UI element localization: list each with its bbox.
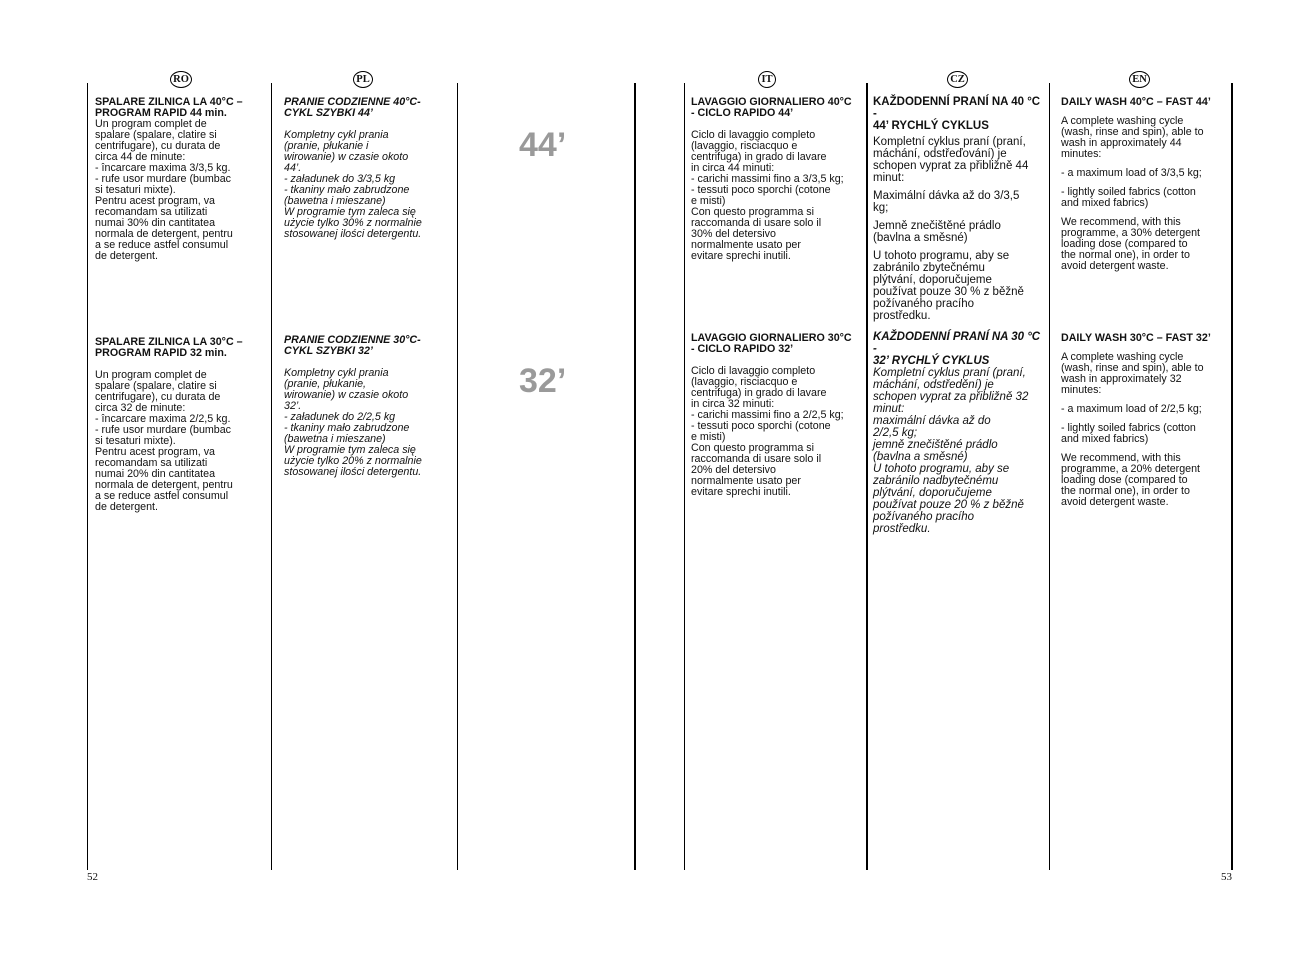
en-para-30-2: - a maximum load of 2/2,5 kg; [1061,403,1202,415]
language-badge-cz: CZ [947,71,968,88]
ro-title-30: SPALARE ZILNICA LA 30°C – PROGRAM RAPID 32 min. [95,336,243,359]
ro-section-40 [95,97,267,262]
time-label-44: 44’ [519,126,567,164]
rule-it-cz [866,83,868,870]
it-body-30: Ciclo di lavaggio completo (lavaggio, risciacquo e centrifuga) in grado di lavare in circa 32 minuti: - carichi massimi fino a 2/2,5 kg; - tessuti poco sporchi (cotone e misti) Con questo programma si raccomanda di usare solo il 20% del detersivo normalmente usato per evitare sprechi inutili. [691,365,844,498]
en-para-30-1: A complete washing cycle (wash, rinse and spin), able to wash in approximately 32 minutes: [1061,351,1204,396]
en-para-40-4: We recommend, with this programme, a 30% detergent loading dose (compared to the normal one), in order to avoid detergent waste. [1061,216,1201,272]
rule-it-left [684,83,685,870]
ro-body-40: Un program complet de spalare (spalare, clatire si centrifugare), cu durata de circa 44 de minute: - încarcare maxima 3/3,5 kg. - rufe usor murdare (bumbac si tesaturi mixte). Pentru acest program, va recomandam sa utilizati numai 30% din cantitatea normala de detergent, pentru a se reduce astfel consumul de detergent. [95,118,233,262]
en-title-30: DAILY WASH 30°C – FAST 32’ [1061,332,1211,344]
pl-section-30 [284,335,454,478]
ro-body-30: Un program complet de spalare (spalare, clatire si centrifugare), cu durata de circa 32 de minute: - încarcare maxima 2/2,5 kg. - rufe usor murdare (bumbac si tesaturi mixte). Pentru acest program, va recomandam sa utilizati numai 20% din cantitatea normala de detergent, pentru a se reduce astfel consumul de detergent. [95,369,233,513]
cz-para-40-2: Maximální dávka až do 3/3,5 kg; [873,190,1020,214]
cz-body-30: Kompletní cyklus praní (praní, máchání, odstředění) je schopen vyprat za přibližně 32 minut: maximální dávka až do 2/2,5 kg; jemně znečištěné prádlo (bavlna a směsné) U tohoto programu, aby se zabránilo nadbytečnému plýtvání, doporučujeme používat pouze 20 % z běžně požívaného pracího prostředku. [873,367,1029,535]
cz-title-40: KAŽDODENNÍ PRANÍ NA 40 °C - 44’ RYCHLÝ CYKLUS [873,96,1041,132]
cz-para-40-1: Kompletní cyklus praní (praní, máchání, odstřeďování) je schopen vyprat za přibližně 44 minut: [873,136,1029,184]
en-section-30 [1061,333,1229,508]
language-badge-en: EN [1129,71,1150,88]
en-section-40 [1061,97,1229,272]
it-body-40: Ciclo di lavaggio completo (lavaggio, risciacquo e centrifuga) in grado di lavare in circa 44 minuti: - carichi massimi fino a 3/3,5 kg; - tessuti poco sporchi (cotone e misti) Con questo programma si raccomanda di usare solo il 30% del detersivo normalmente usato per evitare sprechi inutili. [691,129,844,262]
pl-body-40: Kompletny cykl prania (pranie, płukanie i wirowanie) w czasie okoto 44’. - załadunek do 3/3,5 kg - tkaniny mało zabrudzone (bawetna i mieszane) W programie tym zaleca się użycie tylko 30% z normalnie stosowanej ilości detergentu. [284,129,422,240]
cz-para-40-3: Jemně znečištěné prádlo (bavlna a směsné) [873,220,1001,244]
rule-pl-time [457,83,458,870]
language-badge-it: IT [758,71,776,88]
rule-ro-pl [271,83,272,870]
language-badge-ro: RO [170,71,192,88]
cz-title-30: KAŽDODENNÍ PRANÍ NA 30 °C - 32’ RYCHLÝ CYKLUS [873,331,1041,367]
rule-right-outer [1231,83,1233,870]
en-title-40: DAILY WASH 40°C – FAST 44’ [1061,96,1211,108]
pl-body-30: Kompletny cykl prania (pranie, płukanie, wirowanie) w czasie okoto 32’. - załadunek do 2/2,5 kg - tkaniny mało zabrudzone (bawetna i mieszane) W programie tym zaleca się użycie tylko 20% z normalnie stosowanej ilości detergentu. [284,367,422,478]
en-para-30-3: - lightly soiled fabrics (cotton and mixed fabrics) [1061,422,1196,445]
rule-left-outer [87,83,88,870]
it-section-30 [691,333,863,498]
time-label-32: 32’ [519,362,567,400]
cz-section-30 [873,331,1047,535]
it-title-40: LAVAGGIO GIORNALIERO 40°C - CICLO RAPIDO 44’ [691,96,852,119]
cz-para-40-4: U tohoto programu, aby se zabránilo zbytečnému plýtvání, doporučujeme používat pouze 30 % z běžně požívaného pracího prostředku. [873,250,1024,322]
en-para-40-3: - lightly soiled fabrics (cotton and mixed fabrics) [1061,186,1196,209]
page-number-right: 53 [1221,871,1232,883]
en-para-40-1: A complete washing cycle (wash, rinse and spin), able to wash in approximately 44 minutes: [1061,115,1204,160]
en-para-30-4: We recommend, with this programme, a 20% detergent loading dose (compared to the normal one), in order to avoid detergent waste. [1061,452,1201,508]
en-para-40-2: - a maximum load of 3/3,5 kg; [1061,167,1202,179]
cz-section-40 [873,96,1047,322]
pl-title-30: PRANIE CODZIENNE 30°C- CYKL SZYBKI 32’ [284,334,421,357]
ro-title-40: SPALARE ZILNICA LA 40°C – PROGRAM RAPID 44 min. [95,96,243,119]
rule-cz-en [1049,83,1050,870]
it-section-40 [691,97,863,262]
pl-section-40 [284,97,454,240]
it-title-30: LAVAGGIO GIORNALIERO 30°C - CICLO RAPIDO 32’ [691,332,852,355]
rule-page-gutter [634,83,636,870]
ro-section-30 [95,337,267,513]
pl-title-40: PRANIE CODZIENNE 40°C- CYKL SZYBKI 44’ [284,96,421,119]
page-number-left: 52 [87,871,98,883]
language-badge-pl: PL [353,71,373,88]
